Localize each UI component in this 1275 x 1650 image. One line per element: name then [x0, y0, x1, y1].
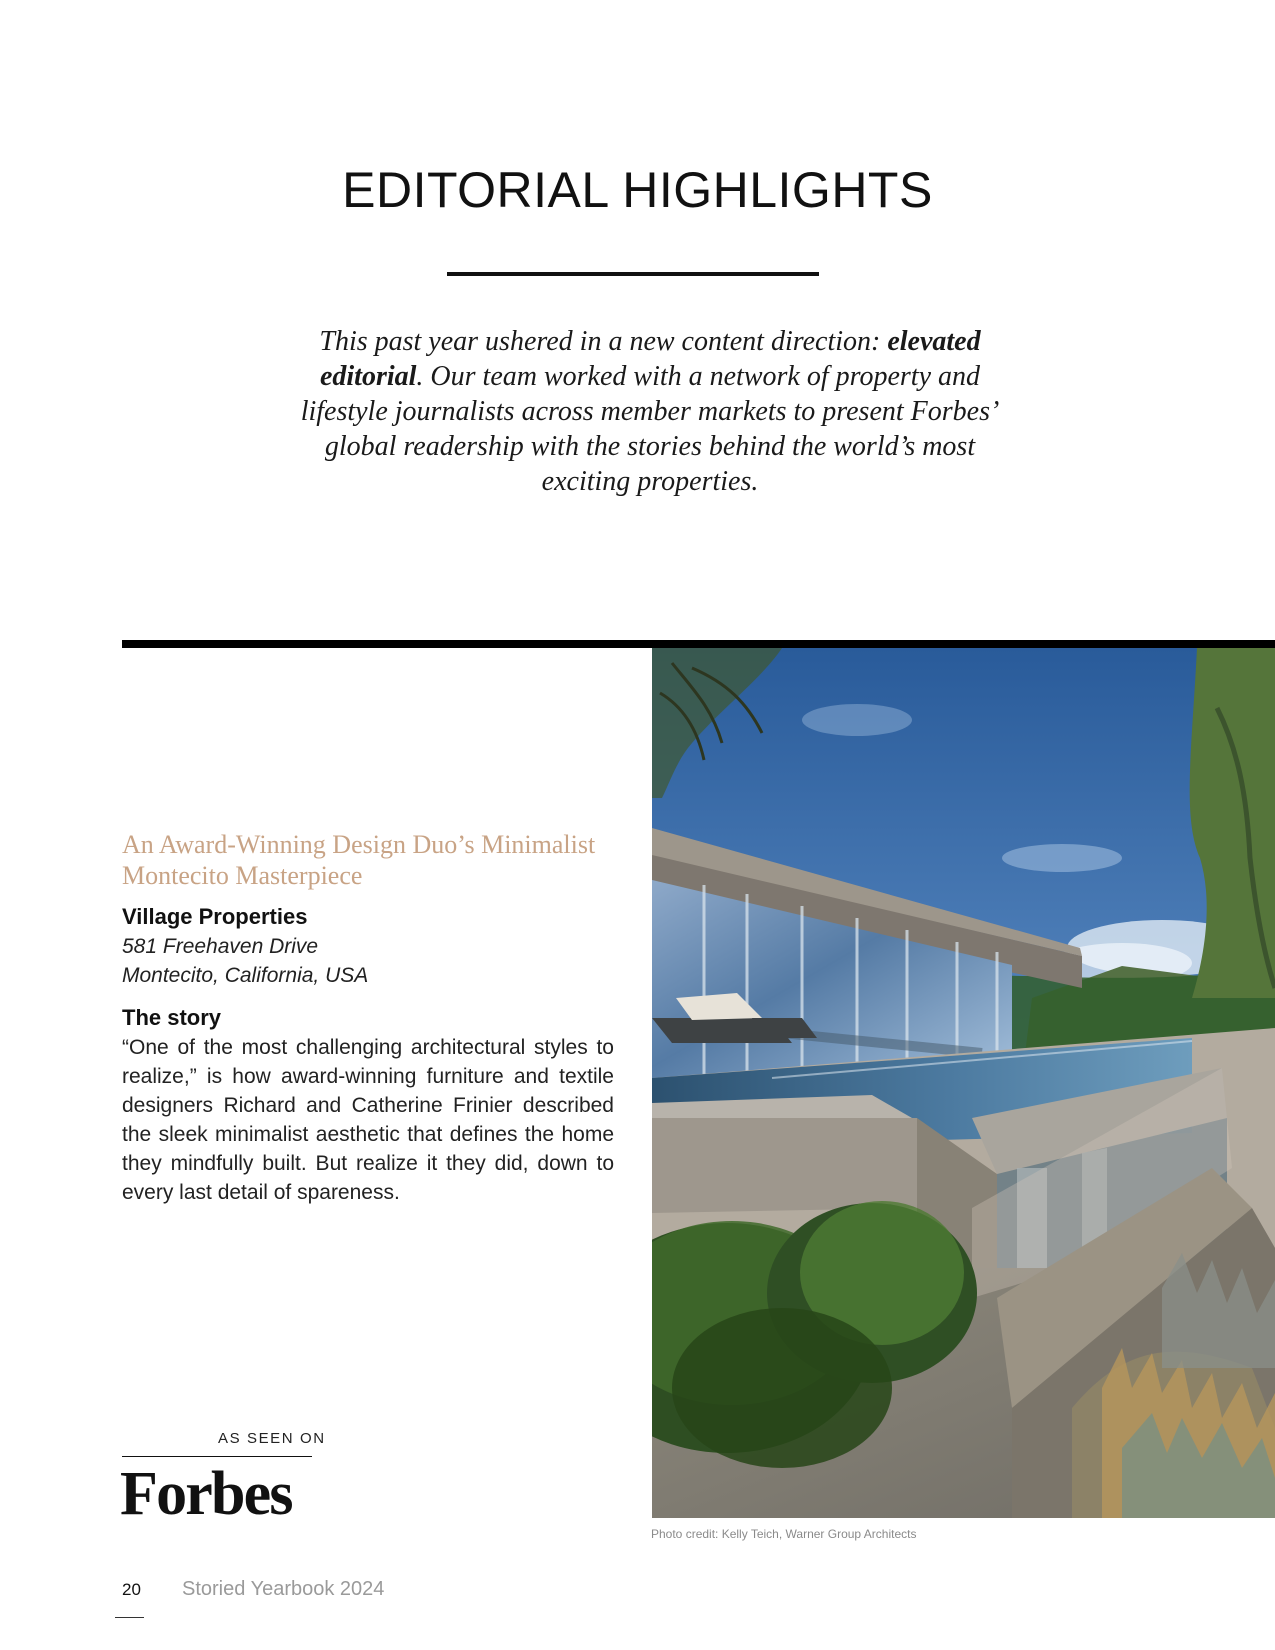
photo-credit: Photo credit: Kelly Teich, Warner Group Architects: [651, 1527, 917, 1541]
forbes-logo: Forbes: [120, 1460, 292, 1528]
company-name: Village Properties: [122, 904, 308, 929]
intro-paragraph: [290, 324, 1010, 499]
page-number-underline: [115, 1617, 144, 1618]
address-line-2: Montecito, California, USA: [122, 964, 369, 987]
intro-text-start: This past year ushered in a new content direction:: [319, 326, 888, 357]
section-divider: [122, 640, 1275, 648]
intro-emphasis: elevated editorial: [319, 326, 981, 392]
publication-title: Storied Yearbook 2024: [182, 1578, 385, 1600]
article-title: An Award-Winning Design Duo’s Minimalist Montecito Masterpiece: [122, 830, 596, 890]
page-number: 20: [122, 1580, 141, 1599]
property-photo: [652, 648, 1275, 1518]
property-photo-illustration: [652, 648, 1275, 1518]
page-title: EDITORIAL HIGHLIGHTS: [342, 162, 933, 218]
as-seen-on-label: AS SEEN ON: [218, 1430, 326, 1447]
intro-text-end: . Our team worked with a network of property and lifestyle journalists across member markets to present Forbes’ global readership with the stories behind the world’s most exciting properties.: [300, 361, 1000, 497]
title-divider: [447, 272, 819, 276]
address-line-1: 581 Freehaven Drive: [122, 935, 319, 958]
story-text: “One of the most challenging architectural styles to realize,” is how award-winning furniture and textile designers Richard and Catherine Frinier described the sleek minimalist aesthetic that defines the home they mindfully built. But realize it they did, down to every last detail of spareness.: [122, 1036, 614, 1204]
story-heading: The story: [122, 1005, 222, 1030]
as-seen-divider: [122, 1456, 312, 1457]
